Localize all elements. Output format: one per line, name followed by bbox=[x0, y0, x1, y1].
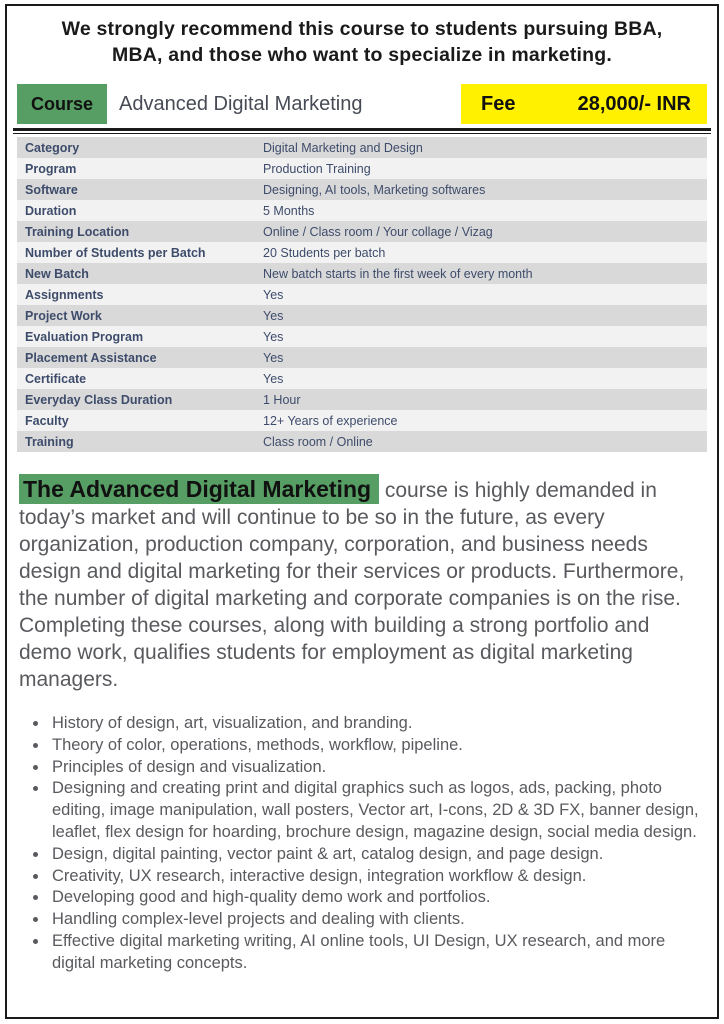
row-value: Production Training bbox=[263, 161, 371, 176]
row-label: Number of Students per Batch bbox=[25, 245, 206, 260]
topic-item: • Developing good and high-quality demo work and portfolios. bbox=[49, 887, 703, 909]
row-label: Software bbox=[25, 182, 78, 197]
row-label: Faculty bbox=[25, 413, 69, 428]
course-table-body bbox=[17, 137, 707, 452]
course-description bbox=[19, 476, 703, 693]
course-bar bbox=[17, 84, 707, 124]
page-border-frame bbox=[5, 4, 719, 1019]
table-row bbox=[17, 137, 707, 158]
description-highlight: The Advanced Digital Marketing bbox=[19, 474, 379, 504]
row-value: New batch starts in the first week of every month bbox=[263, 266, 533, 281]
row-value: Class room / Online bbox=[263, 434, 373, 449]
row-value: 12+ Years of experience bbox=[263, 413, 398, 428]
description-body: course is highly demanded in today’s market and will continue to be so in the future, as every organization, production company, corporation, and business needs design and digital marketing for their services or products. Furthermore, the number of digital marketing and corporate companies is on the rise. Completing these courses, along with building a strong portfolio and demo work, qualifies students for employment as digital marketing managers. bbox=[19, 479, 685, 691]
row-value: Yes bbox=[263, 308, 284, 323]
table-row bbox=[17, 284, 707, 305]
fee-badge bbox=[461, 84, 707, 124]
table-row bbox=[17, 389, 707, 410]
row-label: Evaluation Program bbox=[25, 329, 144, 344]
row-value: Online / Class room / Your collage / Vizag bbox=[263, 224, 493, 239]
course-details-table bbox=[17, 137, 707, 452]
row-value: Yes bbox=[263, 371, 284, 386]
topic-item: • Design, digital painting, vector paint & art, catalog design, and page design. bbox=[49, 844, 703, 866]
row-value: Designing, AI tools, Marketing softwares bbox=[263, 182, 486, 197]
row-label: Category bbox=[25, 140, 80, 155]
topic-item: • Creativity, UX research, interactive design, integration workflow & design. bbox=[49, 866, 703, 888]
table-row bbox=[17, 179, 707, 200]
table-row bbox=[17, 347, 707, 368]
row-value: Digital Marketing and Design bbox=[263, 140, 423, 155]
row-value: Yes bbox=[263, 350, 284, 365]
table-row bbox=[17, 368, 707, 389]
fee-label: Fee bbox=[481, 92, 516, 115]
table-row bbox=[17, 431, 707, 452]
table-row bbox=[17, 410, 707, 431]
table-row bbox=[17, 263, 707, 284]
fee-value: 28,000/- INR bbox=[577, 92, 691, 115]
row-label: Everyday Class Duration bbox=[25, 392, 173, 407]
page-title-line2: MBA, and those who want to specialize in marketing. bbox=[112, 44, 612, 66]
course-title: Advanced Digital Marketing bbox=[119, 92, 363, 115]
table-row bbox=[17, 158, 707, 179]
row-label: Assignments bbox=[25, 287, 104, 302]
topic-item: • Designing and creating print and digital graphics such as logos, ads, packing, photo editing, image manipulation, wall posters, Vector art, I-cons, 2D & 3D FX, banner design, leaflet, flex design for hoarding, brochure design, magazine design, social media design. bbox=[49, 778, 703, 843]
row-label: Placement Assistance bbox=[25, 350, 157, 365]
row-label: Certificate bbox=[25, 371, 87, 386]
topic-item: • History of design, art, visualization, and branding. bbox=[49, 713, 703, 735]
row-value: 20 Students per batch bbox=[263, 245, 386, 260]
topic-item: • Principles of design and visualization. bbox=[49, 757, 703, 779]
topic-item: • Handling complex-level projects and dealing with clients. bbox=[49, 909, 703, 931]
row-value: 5 Months bbox=[263, 203, 315, 218]
row-value: Yes bbox=[263, 287, 284, 302]
page-title bbox=[11, 16, 713, 68]
row-label: New Batch bbox=[25, 266, 89, 281]
topic-item: • Effective digital marketing writing, AI online tools, UI Design, UX research, and more digital marketing concepts. bbox=[49, 931, 703, 975]
topic-item: • Theory of color, operations, methods, workflow, pipeline. bbox=[49, 735, 703, 757]
row-label: Training Location bbox=[25, 224, 130, 239]
row-label: Training bbox=[25, 434, 74, 449]
row-value: Yes bbox=[263, 329, 284, 344]
row-label: Program bbox=[25, 161, 77, 176]
row-label: Project Work bbox=[25, 308, 102, 323]
course-label-badge: Course bbox=[17, 84, 107, 124]
row-value: 1 Hour bbox=[263, 392, 301, 407]
topics-list bbox=[19, 713, 703, 975]
table-row bbox=[17, 242, 707, 263]
section-divider bbox=[13, 128, 711, 134]
table-row bbox=[17, 221, 707, 242]
table-row bbox=[17, 326, 707, 347]
table-row bbox=[17, 305, 707, 326]
page-title-line1: We strongly recommend this course to students pursuing BBA, bbox=[61, 18, 663, 40]
table-row bbox=[17, 200, 707, 221]
row-label: Duration bbox=[25, 203, 77, 218]
